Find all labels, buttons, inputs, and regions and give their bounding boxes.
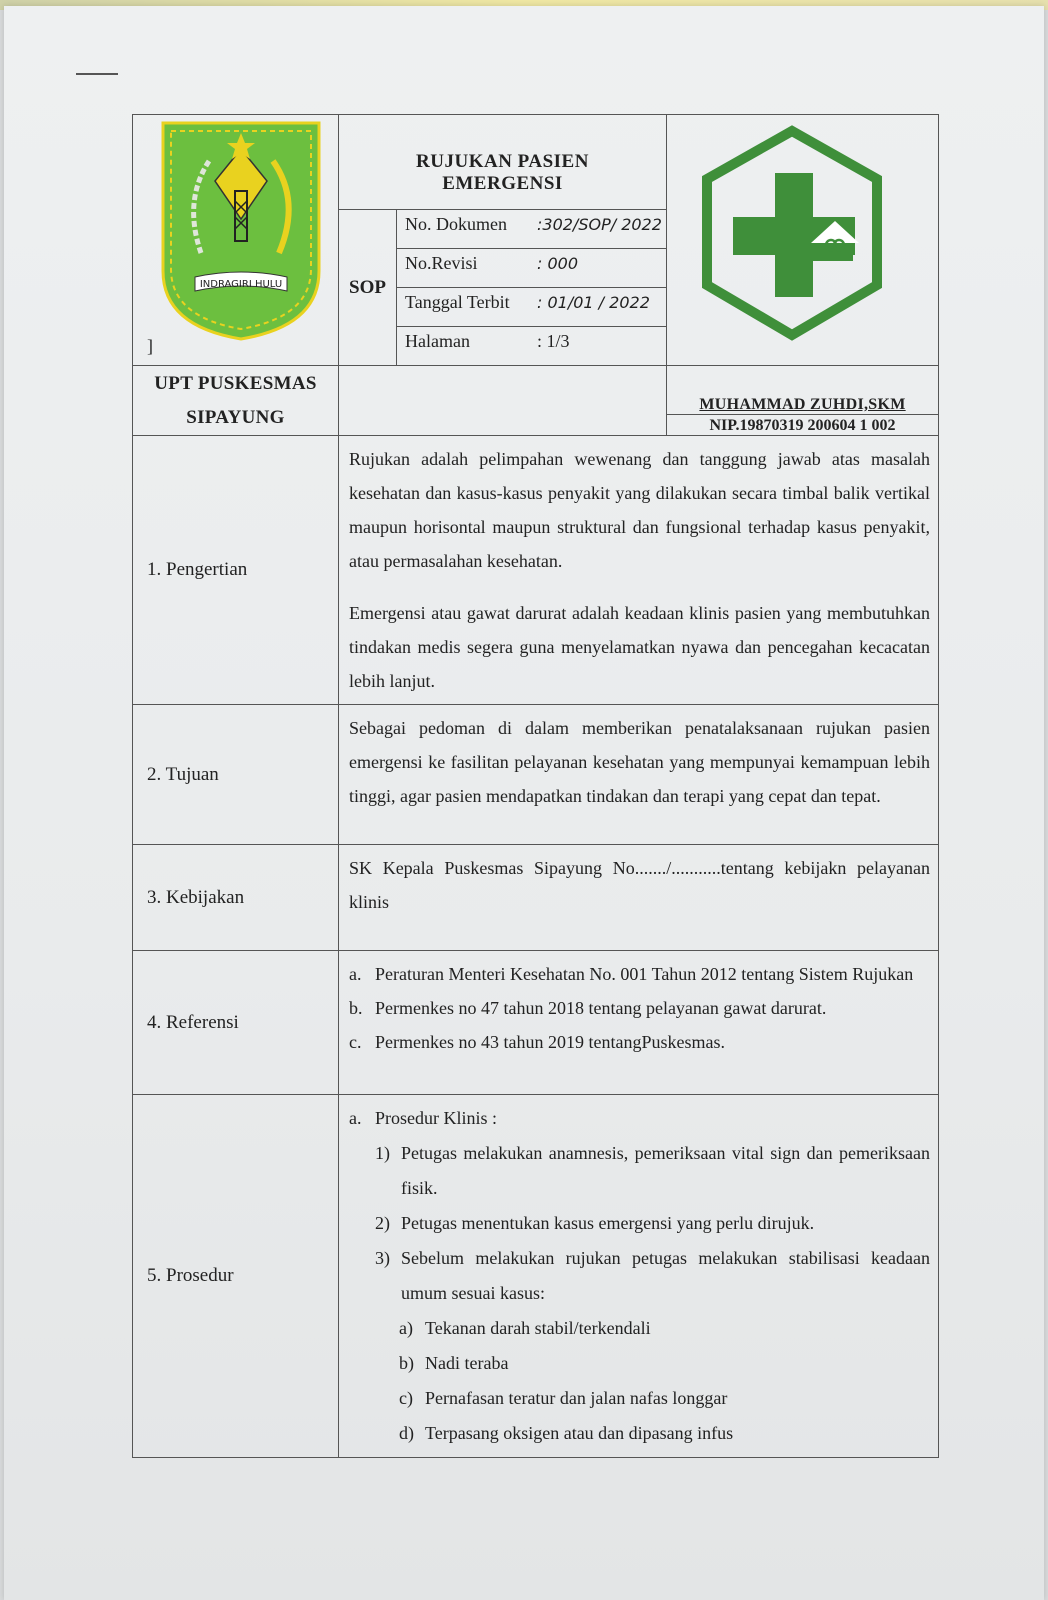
section-label-prosedur: 5. Prosedur [133,1095,339,1458]
list-item: c. Permenkes no 43 tahun 2019 tentangPuskesmas. [349,1032,725,1052]
signatory [667,366,939,436]
procedure-substep: d) Terpasang oksigen atau dan dipasang infus [399,1423,734,1443]
list-item: a. Peraturan Menteri Kesehatan No. 001 Tahun 2012 tentang Sistem Rujukan [349,964,914,984]
meta-tanggal-terbit: Tanggal Terbit : 01/01 / 2022 [397,288,667,327]
blank-cell [339,366,667,436]
sop-label: SOP [339,210,397,366]
pen-mark [76,73,118,75]
section-label-referensi: 4. Referensi [133,951,339,1095]
indragiri-hulu-emblem-icon [161,121,321,341]
procedure-step: 3) Sebelum melakukan rujukan petugas melakukan stabilisasi keadaan umum sesuai kasus: [375,1248,931,1303]
signer-nip: NIP.19870319 200604 1 002 [667,414,938,435]
puskesmas-logo-icon [697,125,887,345]
section-body-pengertian: Rujukan adalah pelimpahan wewenang dan tanggung jawab atas masalah kesehatan dan kasus-kasus penyakit yang dilakukan secara timbal balik vertikal maupun horisontal maupun struktural dan fungsional terhadap kasus penyakit, atau permasalahan kesehatan. Emergensi atau gawat darurat adalah keadaan klinis pasien yang membutuhkan tindakan medis segera guna menyelamatkan nyawa dan pencegahan kecacatan lebih lanjut. [339,436,939,705]
section-body-prosedur [339,1095,939,1458]
emblem-cell [133,115,339,366]
section-body-tujuan: Sebagai pedoman di dalam memberikan penatalaksanaan rujukan pasien emergensi ke fasilitan pelayanan kesehatan yang mempunyai kemampuan lebih tinggi, agar pasien mendapatkan tindakan dan terapi yang cepat dan tepat. [339,705,939,845]
procedure-substep: c) Pernafasan teratur dan jalan nafas longgar [399,1388,728,1408]
bracket-mark: ] [147,336,153,356]
section-body-referensi [339,951,939,1095]
organization-name: UPT PUSKESMAS SIPAYUNG [133,366,339,436]
section-label-tujuan: 2. Tujuan [133,705,339,845]
meta-halaman: Halaman : 1/3 [397,327,667,366]
procedure-step: 1) Petugas melakukan anamnesis, pemeriksaan vital sign dan pemeriksaan fisik. [375,1143,931,1198]
procedure-substep: a) Tekanan darah stabil/terkendali [399,1318,651,1338]
procedure-substep: b) Nadi teraba [399,1353,509,1373]
sop-table [132,114,939,1458]
signer-name: MUHAMMAD ZUHDI,SKM [699,396,906,413]
section-label-kebijakan: 3. Kebijakan [133,845,339,951]
list-item: b. Permenkes no 47 tahun 2018 tentang pelayanan gawat darurat. [349,998,827,1018]
section-label-pengertian: 1. Pengertian [133,436,339,705]
meta-no-revisi: No.Revisi : 000 [397,249,667,288]
meta-no-dokumen: No. Dokumen :302/SOP/ 2022 [397,210,667,249]
document-title: RUJUKAN PASIEN EMERGENSI [339,115,667,210]
procedure-heading: a. Prosedur Klinis : [349,1108,498,1128]
procedure-step: 2) Petugas menentukan kasus emergensi yang perlu dirujuk. [375,1213,815,1233]
svg-text:INDRAGIRI HULU: INDRAGIRI HULU [199,279,283,290]
section-body-kebijakan: SK Kepala Puskesmas Sipayung No......./...........tentang kebijakn pelayanan klinis [339,845,939,951]
puskesmas-logo-cell [667,115,939,366]
